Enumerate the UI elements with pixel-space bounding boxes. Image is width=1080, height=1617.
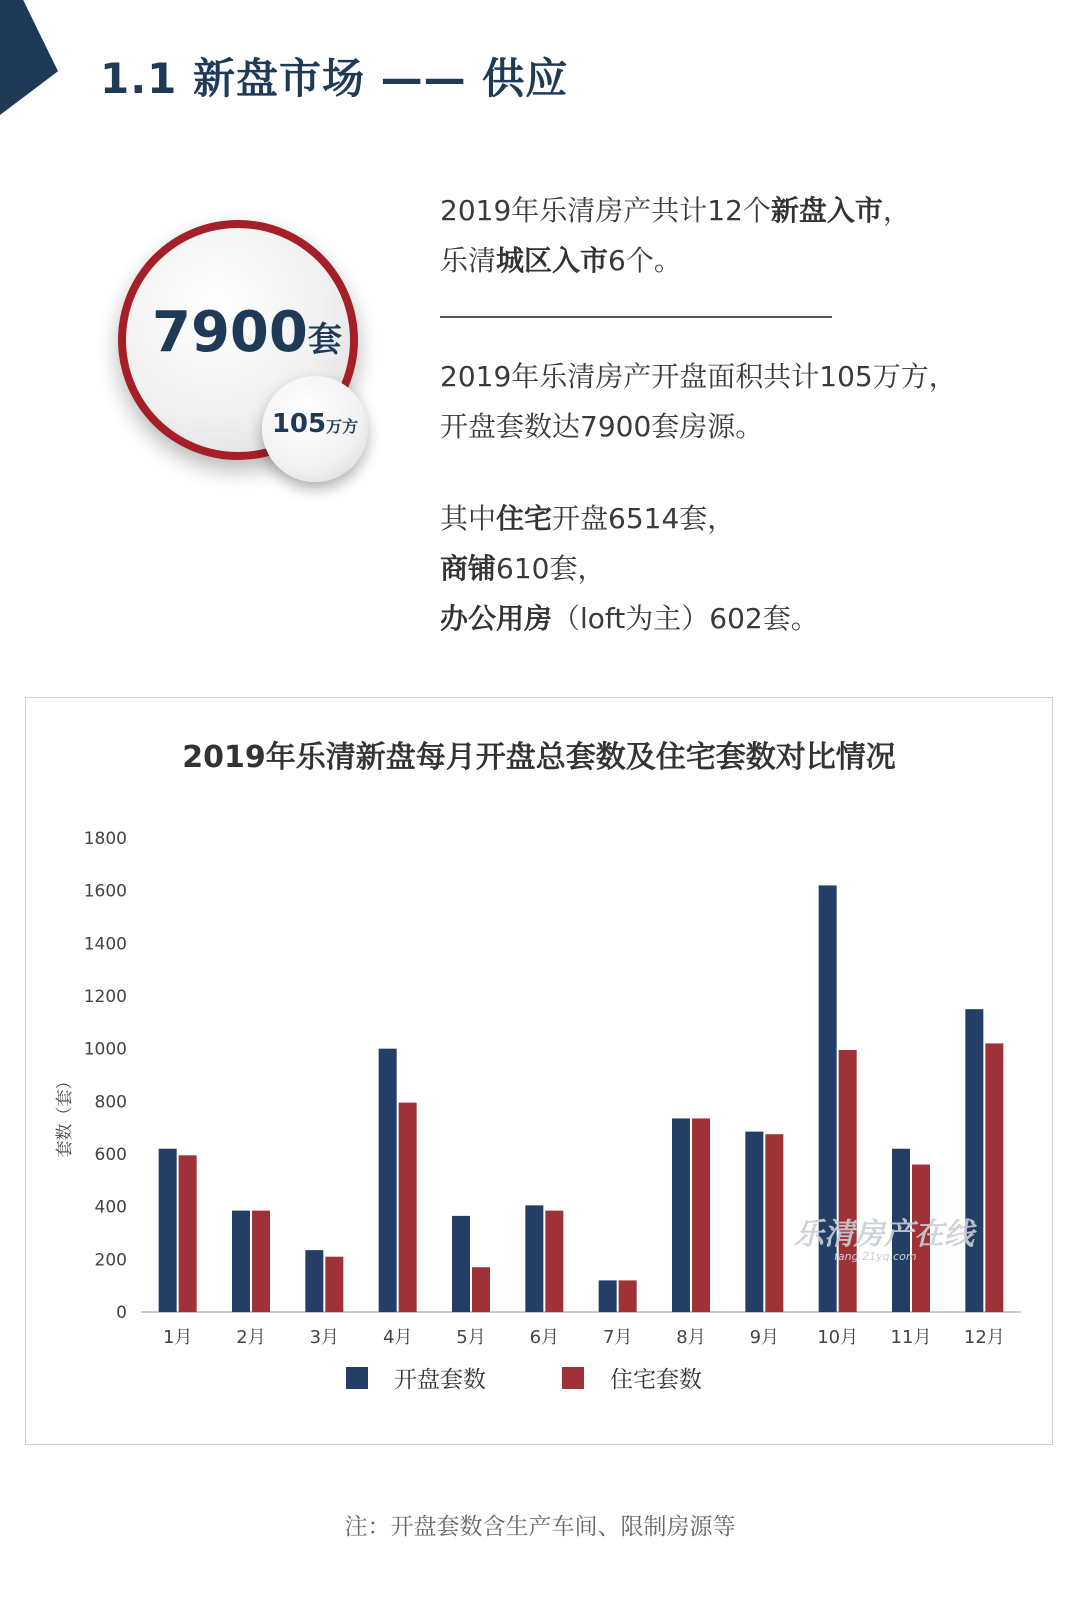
chart-title: 2019年乐清新盘每月开盘总套数及住宅套数对比情况 [182,740,896,775]
x-tick-label: 5月 [456,1327,486,1348]
x-tick-label: 12月 [963,1327,1005,1348]
y-tick-label: 400 [94,1197,127,1218]
bar-total-units [379,1049,397,1312]
bar-total-units [232,1211,250,1312]
text-run: 2019年乐清房产共计12个 [440,194,771,227]
bar-residential-units [839,1050,857,1312]
x-tick-label: 2月 [236,1327,266,1348]
area-number: 105 [271,409,327,439]
section-title: 1.1 新盘市场 —— 供应 [100,54,569,103]
summary-line-7 [440,594,1060,644]
area-unit: 万方 [326,417,359,436]
text-run: 6个。 [608,244,682,277]
total-units-value: 7900 [152,300,308,365]
text-bold: 办公用房 [440,602,553,635]
legend-label: 住宅套数 [610,1367,702,1393]
x-tick-label: 6月 [529,1327,560,1348]
area-value [262,409,368,439]
bar-residential-units [985,1043,1003,1312]
text-run: 610套， [496,552,606,585]
total-units-unit: 套 [307,320,342,360]
footnote: 注：开盘套数含生产车间、限制房源等 [344,1514,736,1540]
text-bold: 商铺 [440,552,497,585]
summary-breakdown [440,494,1060,644]
watermark-text: 乐清房产在线 [794,1217,974,1252]
bar-total-units [525,1205,543,1312]
bar-total-units [599,1280,617,1312]
x-tick-label: 8月 [676,1327,706,1348]
bar-residential-units [619,1280,637,1312]
text-run: 开盘6514套， [552,502,736,535]
text-bold: 住宅 [496,502,553,535]
y-tick-label: 1000 [83,1039,127,1060]
text-run: （loft为主）602套。 [552,602,819,635]
legend-swatch [562,1367,584,1389]
divider [440,316,832,318]
x-tick-label: 1月 [162,1327,193,1348]
bar-residential-units [399,1103,417,1312]
chart-panel [25,697,1053,1445]
y-tick-label: 1800 [83,829,127,849]
x-tick-label: 9月 [749,1327,780,1348]
summary-line-3: 2019年乐清房产开盘面积共计105万方， [440,360,957,393]
summary-line-6 [440,544,1060,594]
bar-chart [26,698,1052,1444]
bar-residential-units [325,1257,343,1312]
legend-swatch [346,1367,368,1389]
y-tick-label: 600 [94,1145,127,1165]
bar-residential-units [252,1211,270,1312]
text-bold: 新盘入市 [770,194,883,227]
watermark-url: fang.21yq.com [834,1250,917,1263]
y-tick-label: 1400 [83,934,127,955]
summary-line-2 [440,236,1060,286]
summary-area [440,352,1060,452]
bar-total-units [305,1250,323,1312]
bar-residential-units [765,1134,783,1312]
y-tick-label: 800 [94,1092,127,1113]
text-bold: 城区入市 [496,244,609,277]
x-tick-label: 10月 [817,1327,859,1348]
y-axis-label: 套数（套） [55,1072,75,1158]
bar-total-units [159,1149,177,1312]
y-tick-label: 0 [116,1303,127,1323]
bar-total-units [452,1216,470,1312]
bar-residential-units [179,1155,197,1312]
x-tick-label: 3月 [309,1327,340,1348]
text-run: ， [882,194,911,227]
y-tick-label: 200 [94,1250,127,1271]
bar-total-units [745,1132,763,1312]
x-tick-label: 7月 [602,1327,633,1348]
bar-residential-units [692,1118,710,1312]
area-badge [262,376,368,482]
text-run: 其中 [440,502,497,535]
summary-new-projects [440,186,1060,286]
bar-total-units [965,1009,983,1312]
legend-label: 开盘套数 [394,1367,486,1393]
text-run: 乐清 [440,244,497,277]
x-tick-label: 4月 [382,1327,413,1348]
summary-line-5 [440,494,1060,544]
corner-tab [0,0,58,115]
bar-residential-units [545,1211,563,1312]
summary-line-1 [440,186,1060,236]
x-tick-label: 11月 [890,1327,932,1348]
summary-line-4: 开盘套数达7900套房源。 [440,410,764,443]
total-units [152,300,342,365]
y-tick-label: 1200 [83,987,127,1007]
y-tick-label: 1600 [83,881,127,902]
bar-residential-units [472,1267,490,1312]
bar-total-units [672,1118,690,1312]
